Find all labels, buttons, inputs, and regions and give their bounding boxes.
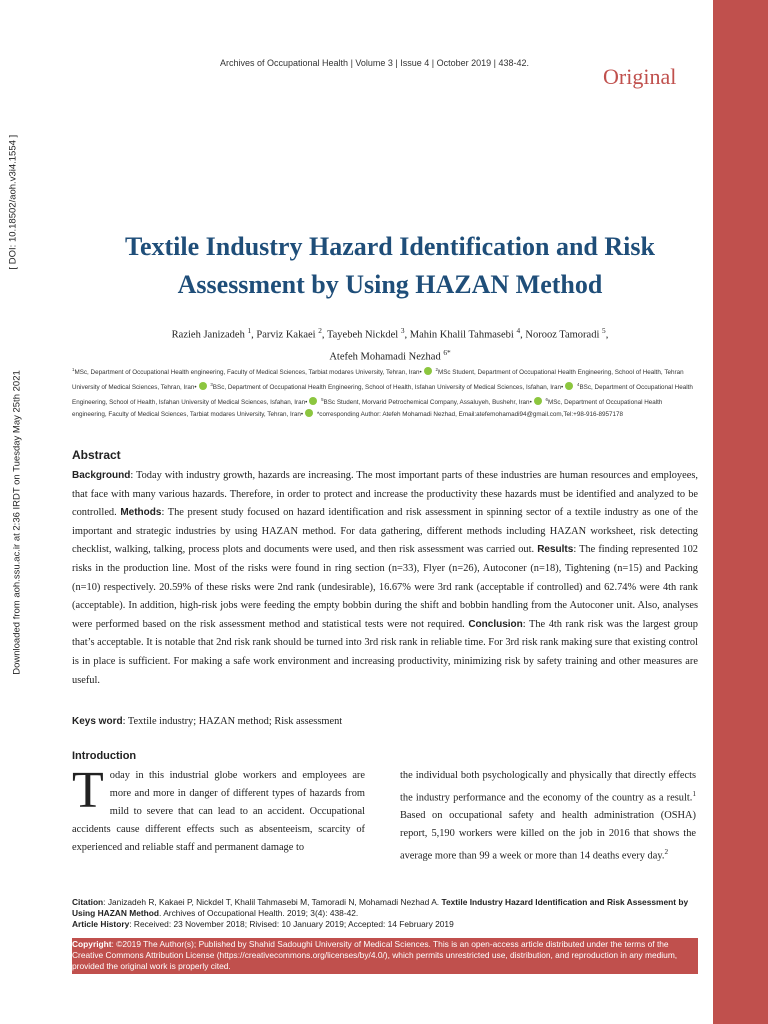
- conclusion-label: Conclusion: [468, 618, 523, 630]
- author-name: Mahin Khalil Tahmasebi: [409, 329, 514, 341]
- orcid-icon[interactable]: [199, 382, 207, 390]
- citation-text: : Janizadeh R, Kakaei P, Nickdel T, Khalil Tahmasebi M, Tamoradi N, Mohamadi Nezhad A.: [103, 897, 442, 907]
- orcid-icon[interactable]: [565, 382, 573, 390]
- copyright-text: : ©2019 The Author(s); Published by Shahid Sadoughi University of Medical Sciences. This is an open-access article distributed under the terms of the Creative Commons Attribution License (https://creativecommons.org/licenses/by/4.0/), which permits unrestricted use, distribution, and reproduction in any medium, provided the original work is properly cited.: [72, 939, 678, 971]
- author-name: Norooz Tamoradi: [525, 329, 600, 341]
- citation-title: Textile Industry Hazard Identification and Risk Assessment by Using HAZAN Method: [72, 897, 689, 918]
- article-title: Textile Industry Hazard Identification and Risk Assessment by Using HAZAN Method: [125, 232, 655, 299]
- accent-sidebar: [713, 0, 768, 1024]
- methods-text: : The present study focused on hazard identification and risk assessment in spinning sector of a textile industry as one of the important and strategic industries by using HAZAN method. For data gathering, different methods including HAZAN worksheet, risk detecting checklist, walking, talking, process plots and documents were used, and then risk assessment was carried out.: [72, 507, 698, 556]
- affiliation-text: MSc Student, Department of Occupational Health Engineering, School of Health, Tehran University of Medical Sciences, Tehran, Iran•: [72, 369, 684, 391]
- results-label: Results: [537, 544, 574, 556]
- author-affil-number: 5: [602, 326, 606, 335]
- results-text: : The finding represented 102 risks in the production line. Most of the risks were found in ring section (n=33), Flyer (n=26), Autoconer (n=18), Tightening (n=15) and Packing (n=10) respectively. 20.59% of these risks were 2nd rank (undesirable), 16.67% were 3rd rank (acceptable if controlled) and 62.74% were 4th rank (acceptable). In addition, high-risk jobs were feeding the empty bobbin during the shift and bobbin handling from the Autoconer unit. Also, analyses were performed based on the risk assessment method and statistical tests were not required.: [72, 544, 698, 630]
- author-list: Razieh Janizadeh $^1$, Parviz Kakaei $^2$, Tayebeh Nickdel $^3$, Mahin Khalil Tahmasebi $^4$, Norooz Tamoradi $^5$, Atefeh Mohamadi Nezhad $^{6*}$: [171, 326, 609, 362]
- author-affil-number: 3: [400, 326, 405, 335]
- article-type-label: Original: [603, 64, 677, 89]
- history-text: : Received: 23 November 2018; Rivised: 10 January 2019; Accepted: 14 February 2019: [129, 919, 454, 929]
- affiliation-text: BSc, Department of Occupational Health Engineering, School of Health, Isfahan University of Medical Sciences, Isfahan, Iran•: [72, 383, 693, 406]
- keywords-text: : Textile industry; HAZAN method; Risk assessment: [122, 716, 343, 727]
- abstract-body: [72, 467, 698, 690]
- citation-label: Citation: [72, 897, 104, 907]
- abstract-heading: Abstract: [72, 448, 121, 462]
- methods-label: Methods: [120, 507, 162, 519]
- copyright-label: Copyright: [72, 939, 112, 949]
- drop-cap: T: [72, 762, 104, 819]
- author-affil-number: 4: [516, 326, 521, 335]
- side-doi-text: [ DOI: 10.18502/aoh.v3i4.1554 ]: [7, 134, 19, 270]
- intro-left-text: oday in this industrial globe workers and employees are more and more in danger of different types of hazards from mild to severe that can lead to an accident. Occupational accidents cause different effects such as absenteeism, scarcity of experienced and reliable staff and permanent damage to: [72, 770, 365, 853]
- affiliation-text: BSc, Department of Occupational Health Engineering, School of Health, Isfahan University of Medical Sciences, Isfahan, Iran•: [212, 383, 564, 391]
- history-label: Article History: [72, 919, 130, 929]
- affil-number: 5: [321, 396, 324, 402]
- affil-number: 3: [210, 381, 213, 387]
- introduction-left-column: [72, 762, 365, 857]
- introduction-right-column: [400, 767, 696, 866]
- intro-right-text: Based on occupational safety and health administration (OSHA) report, 5,190 workers were killed on the job in 2016 that shows the average more than 99 a week or more than 14 deaths every day.: [400, 810, 696, 862]
- orcid-icon[interactable]: [309, 397, 317, 405]
- author-name: Parviz Kakaei: [256, 329, 316, 341]
- affiliations: [72, 364, 698, 420]
- affil-number: 2: [435, 367, 438, 372]
- background-label: Background: [72, 470, 131, 481]
- author-name: Atefeh Mohamadi Nezhad: [329, 351, 441, 362]
- corresponding-author: *corresponding Author: Atefeh Mohamadi Nezhad, Email:atefemohamadi94@gmail.com,Tel:+98-916-8957178: [316, 410, 624, 418]
- citation-tail: . Archives of Occupational Health. 2019; 3(4): 438-42.: [159, 908, 359, 918]
- side-download-text: Downloaded from aoh.ssu.ac.ir at 2:36 IRDT on Tuesday May 25th 2021: [11, 370, 23, 675]
- conclusion-text: : The 4th rank risk was the largest group that’s acceptable. It is notable that 2nd risk rank should be turned into 3rd risk rank in reliable time. For 3rd risk rank making sure that existing control is in place is sufficient. For making a safe work environment and increasing productivity, minimizing risk by safety training and other measures are useful.: [72, 618, 698, 686]
- author-affil-number: 6*: [443, 347, 451, 357]
- orcid-icon[interactable]: [534, 397, 542, 405]
- background-text: : Today with industry growth, hazards are increasing. The most important parts of these industries are human resources and employees, that face with many various hazards. Therefore, in order to protect and increase the productivity these hazards must be identified and analyzed to be controlled.: [72, 470, 698, 519]
- orcid-icon[interactable]: [424, 367, 432, 375]
- citation-block: [72, 897, 698, 930]
- journal-citation-header: Archives of Occupational Health | Volume 3 | Issue 4 | October 2019 | 438-42.: [220, 58, 530, 68]
- affiliation-text: MSc, Department of Occupational Health engineering, Faculty of Medical Sciences, Tarbiat modares University, Tehran, Iran•: [74, 369, 422, 377]
- affiliation-text: BSc Student, Morvarid Petrochemical Company, Assaluyeh, Bushehr, Iran•: [323, 398, 532, 406]
- affiliation-text: MSc, Department of Occupational Health engineering, Faculty of Medical Sciences, Tarbiat modares University, Tehran, Iran•: [72, 398, 663, 418]
- author-name: Tayebeh Nickdel: [326, 329, 399, 341]
- author-affil-number: 2: [318, 326, 322, 335]
- keywords-label: Keys word: [72, 716, 123, 727]
- intro-right-text: the individual both psychologically and physically that directly effects the industry performance and the economy of the country as a result.: [400, 770, 696, 804]
- affil-number: 4: [577, 381, 580, 387]
- author-affil-number: 1: [247, 326, 252, 335]
- introduction-heading: Introduction: [72, 750, 137, 762]
- reference-marker[interactable]: 1: [692, 790, 696, 798]
- affil-number: 6: [545, 396, 548, 402]
- reference-marker[interactable]: 2: [664, 848, 669, 857]
- orcid-icon[interactable]: [305, 409, 313, 417]
- affil-number: 1: [72, 367, 75, 372]
- copyright-box: [72, 938, 698, 974]
- keywords: [72, 716, 698, 727]
- author-name: Razieh Janizadeh: [171, 329, 245, 341]
